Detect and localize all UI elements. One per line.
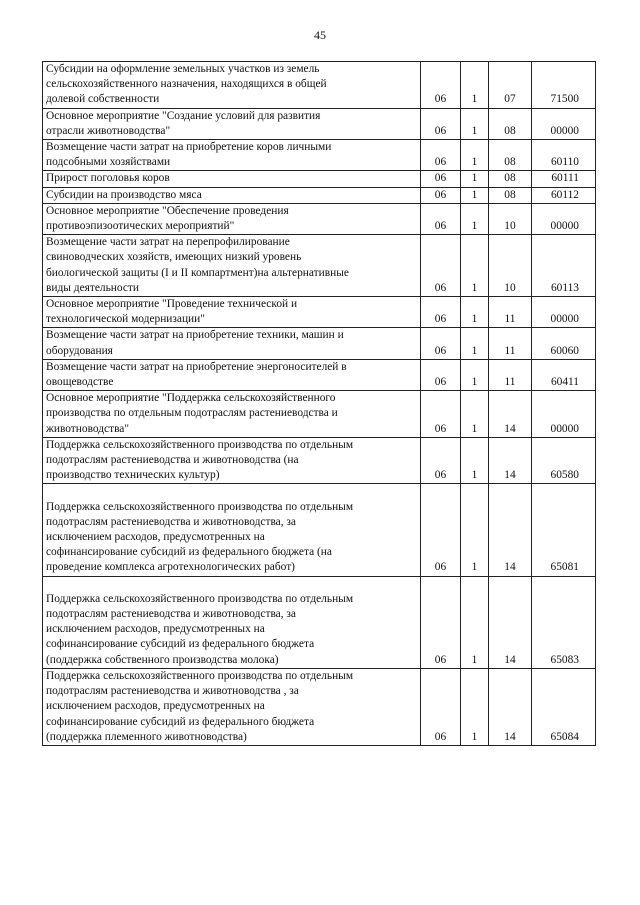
budget-table-body — [43, 62, 596, 746]
code-section: 06 — [421, 328, 461, 359]
code-direction: 60112 — [532, 187, 596, 203]
code-direction: 71500 — [532, 62, 596, 109]
row-description — [43, 171, 421, 187]
code-subprogram: 1 — [461, 171, 489, 187]
description-line: софинансирование субсидий из федерального бюджета — [46, 638, 315, 651]
code-event: 08 — [489, 187, 532, 203]
row-description — [43, 668, 421, 745]
row-description — [43, 62, 421, 109]
table-row — [43, 359, 596, 390]
description-line: Основное мероприятие "Поддержка сельскохозяйственного — [46, 392, 336, 405]
code-section: 06 — [421, 187, 461, 203]
description-line: (поддержка собственного производства молока) — [46, 653, 279, 666]
table-row — [43, 328, 596, 359]
code-section: 06 — [421, 391, 461, 438]
code-direction: 65081 — [532, 484, 596, 576]
description-line: Возмещение части затрат на перепрофилирование — [46, 236, 290, 249]
code-direction: 60580 — [532, 437, 596, 484]
code-section: 06 — [421, 668, 461, 745]
row-description — [43, 484, 421, 576]
code-event: 11 — [489, 328, 532, 359]
table-row — [43, 187, 596, 203]
description-line: производства по отдельным подотраслям растениеводства и — [46, 407, 338, 420]
code-section: 06 — [421, 576, 461, 668]
code-subprogram: 1 — [461, 328, 489, 359]
code-direction: 60111 — [532, 171, 596, 187]
code-event: 14 — [489, 437, 532, 484]
description-line: софинансирование субсидий из федерального бюджета (на — [46, 546, 332, 559]
code-event: 07 — [489, 62, 532, 109]
description-line: Поддержка сельскохозяйственного производства по отдельным — [46, 669, 354, 682]
code-direction: 60110 — [532, 140, 596, 171]
code-subprogram: 1 — [461, 437, 489, 484]
code-subprogram: 1 — [461, 140, 489, 171]
description-line: Основное мероприятие "Проведение технической и — [46, 298, 298, 311]
code-subprogram: 1 — [461, 359, 489, 390]
code-event: 11 — [489, 359, 532, 390]
description-line: Возмещение части затрат на приобретение энергоносителей в — [46, 360, 347, 373]
table-row — [43, 484, 596, 576]
description-line: Субсидии на производство мяса — [46, 188, 202, 201]
code-section: 06 — [421, 359, 461, 390]
row-description — [43, 140, 421, 171]
code-subprogram: 1 — [461, 391, 489, 438]
description-line: Поддержка сельскохозяйственного производства по отдельным — [46, 592, 354, 605]
table-row — [43, 62, 596, 109]
page-number: 45 — [314, 28, 326, 42]
code-subprogram: 1 — [461, 235, 489, 297]
table-row — [43, 235, 596, 297]
description-line: подсобными хозяйствами — [46, 156, 171, 169]
table-row — [43, 140, 596, 171]
code-section: 06 — [421, 484, 461, 576]
code-section: 06 — [421, 140, 461, 171]
description-line: (поддержка племенного животноводства) — [46, 730, 247, 743]
code-direction: 60060 — [532, 328, 596, 359]
code-direction: 60411 — [532, 359, 596, 390]
description-line: исключением расходов, предусмотренных на — [46, 531, 265, 544]
table-row — [43, 171, 596, 187]
code-section: 06 — [421, 297, 461, 328]
code-section: 06 — [421, 235, 461, 297]
code-section: 06 — [421, 203, 461, 234]
table-row — [43, 203, 596, 234]
code-subprogram: 1 — [461, 484, 489, 576]
description-line: Поддержка сельскохозяйственного производства по отдельным — [46, 438, 354, 451]
code-direction: 65084 — [532, 668, 596, 745]
row-description — [43, 359, 421, 390]
row-description — [43, 108, 421, 139]
code-event: 14 — [489, 668, 532, 745]
description-line: животноводства" — [46, 422, 130, 435]
code-section: 06 — [421, 62, 461, 109]
description-line: софинансирование субсидий из федерального бюджета — [46, 715, 315, 728]
code-section: 06 — [421, 437, 461, 484]
row-description — [43, 576, 421, 668]
code-event: 14 — [489, 484, 532, 576]
description-line: противоэпизоотических мероприятий" — [46, 220, 235, 233]
code-event: 14 — [489, 391, 532, 438]
code-event: 10 — [489, 203, 532, 234]
code-event: 10 — [489, 235, 532, 297]
code-subprogram: 1 — [461, 203, 489, 234]
description-line: долевой собственности — [46, 93, 160, 106]
description-line: биологической защиты (I и II компартмент)на альтернативные — [46, 266, 349, 279]
description-line: исключением расходов, предусмотренных на — [46, 700, 265, 713]
description-line: отрасли животноводства" — [46, 124, 171, 137]
row-description — [43, 187, 421, 203]
description-line: технологической модернизации" — [46, 313, 205, 326]
description-line: Поддержка сельскохозяйственного производства по отдельным — [46, 500, 354, 513]
code-event: 14 — [489, 576, 532, 668]
code-subprogram: 1 — [461, 668, 489, 745]
table-row — [43, 576, 596, 668]
code-event: 08 — [489, 140, 532, 171]
code-subprogram: 1 — [461, 297, 489, 328]
code-direction: 65083 — [532, 576, 596, 668]
description-line: Субсидии на оформление земельных участков из земель — [46, 63, 320, 75]
code-event: 08 — [489, 108, 532, 139]
code-subprogram: 1 — [461, 576, 489, 668]
code-direction: 00000 — [532, 297, 596, 328]
description-line: Прирост поголовья коров — [46, 172, 170, 185]
table-row — [43, 391, 596, 438]
description-line: подотраслям растениеводства и животноводства, за — [46, 515, 296, 528]
code-subprogram: 1 — [461, 62, 489, 109]
description-line: сельскохозяйственного назначения, находящихся в общей — [46, 78, 327, 91]
code-direction: 60113 — [532, 235, 596, 297]
budget-table — [42, 61, 596, 746]
description-line: Возмещение части затрат на приобретение коров личными — [46, 141, 332, 154]
description-line: виды деятельности — [46, 281, 139, 294]
code-subprogram: 1 — [461, 108, 489, 139]
description-line: свиноводческих хозяйств, имеющих низкий уровень — [46, 251, 302, 264]
description-line: Основное мероприятие "Создание условий для развития — [46, 109, 321, 122]
description-line: подотраслям растениеводства и животноводства , за — [46, 685, 299, 698]
description-line: исключением расходов, предусмотренных на — [46, 623, 265, 636]
code-direction: 00000 — [532, 108, 596, 139]
code-event: 11 — [489, 297, 532, 328]
code-direction: 00000 — [532, 203, 596, 234]
description-line: оборудования — [46, 344, 113, 357]
table-row — [43, 297, 596, 328]
row-description — [43, 391, 421, 438]
code-section: 06 — [421, 171, 461, 187]
description-line: овощеводстве — [46, 376, 114, 389]
row-description — [43, 328, 421, 359]
description-line: производство технических культур) — [46, 469, 220, 482]
description-line: проведение комплекса агротехнологических работ) — [46, 561, 295, 574]
row-description — [43, 297, 421, 328]
description-line: подотраслям растениеводства и животноводства, за — [46, 608, 296, 621]
description-line: подотраслям растениеводства и животноводства (на — [46, 454, 299, 467]
code-event: 08 — [489, 171, 532, 187]
row-description — [43, 235, 421, 297]
table-row — [43, 437, 596, 484]
description-line: Основное мероприятие "Обеспечение проведения — [46, 204, 289, 217]
description-line: Возмещение части затрат на приобретение техники, машин и — [46, 329, 344, 342]
code-direction: 00000 — [532, 391, 596, 438]
code-section: 06 — [421, 108, 461, 139]
row-description — [43, 203, 421, 234]
code-subprogram: 1 — [461, 187, 489, 203]
table-row — [43, 668, 596, 745]
table-row — [43, 108, 596, 139]
row-description — [43, 437, 421, 484]
